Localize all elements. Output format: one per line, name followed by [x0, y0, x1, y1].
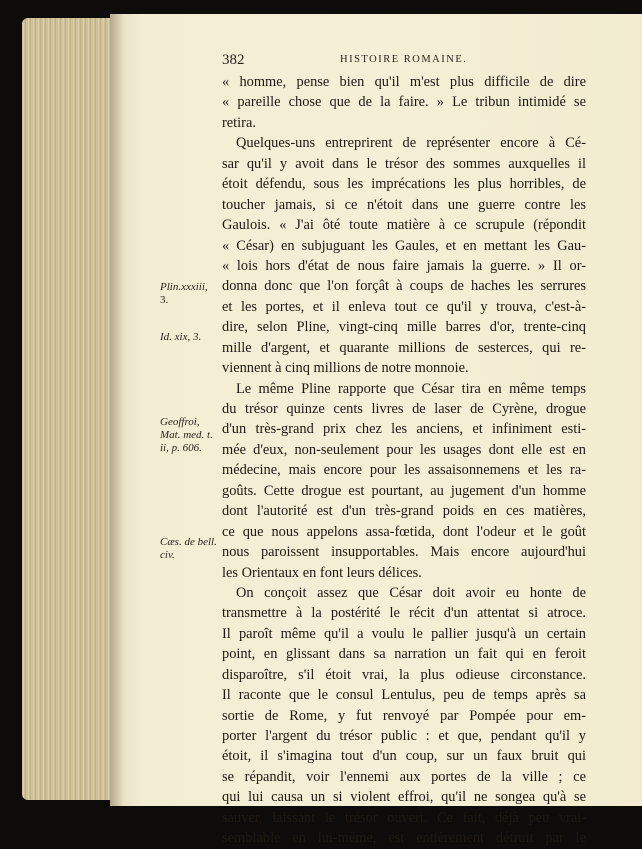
text-line: nous paroissent insupportables. Mais encore aujourd'hui	[222, 544, 586, 561]
text-line: sauver, laissant le trésor ouvert. Ce fait, déjà peu vrai-	[222, 809, 586, 826]
text-line: se répandit, voir l'ennemi aux portes de la ville ; ce	[222, 768, 586, 785]
running-title: HISTOIRE ROMAINE.	[340, 54, 468, 65]
gutter-shadow	[110, 14, 124, 806]
body-text	[222, 72, 586, 849]
text-line: semblable en lui-même, est entièrement détruit par le	[222, 830, 586, 847]
text-line: sortie de Rome, y fut renvoyé par Pompée pour em-	[222, 707, 586, 724]
margin-note-geoffroi	[160, 416, 222, 455]
text-line: ce que nous appelons assa-fœtida, dont l'odeur et le goût	[222, 523, 586, 540]
text-line: donna donc que l'on forçât à coups de haches les serrures	[222, 278, 586, 295]
text-line: étoit défendu, sous les imprécations les plus horribles, de	[222, 176, 586, 193]
text-line: mille d'argent, et quarante millions de sesterces, qui re-	[222, 339, 586, 356]
text-line: disparoître, s'il étoit vrai, la plus odieuse circonstance.	[222, 666, 586, 683]
text-line: étoit, il s'imagina tout d'un coup, sur un faux bruit qui	[222, 748, 586, 765]
margin-note-line: Mat. med. t.	[160, 429, 213, 441]
text-line: goûts. Cette drogue est pourtant, au jugement d'un homme	[222, 482, 586, 499]
text-line: « pareille chose que de la faire. » Le tribun intimidé se	[222, 94, 586, 111]
text-line: Le même Pline rapporte que César tira en même temps	[236, 380, 586, 397]
text-line: du trésor quinze cents livres de laser de Cyrène, drogue	[222, 401, 586, 417]
text-line: mée d'eux, non-seulement pour les usages dont elle est en	[222, 441, 586, 458]
text-line: dont l'autorité est d'un très-grand poids en ces matières,	[222, 503, 586, 520]
text-line: et les portes, et il enleva tout ce qu'il y trouva, c'est-à-	[222, 298, 586, 315]
text-line: « César) en subjuguant les Gaules, et en mettant les Gau-	[222, 237, 586, 254]
text-line: Il paroît même qu'il a voulu le pallier jusqu'à un certain	[222, 625, 586, 642]
text-line: On conçoit assez que César doit avoir eu honte de	[236, 584, 586, 601]
text-line: Quelques-uns entreprirent de représenter encore à Cé-	[236, 135, 586, 152]
margin-note-line: Cæs. de bell.	[160, 536, 217, 548]
text-line: viennent à cinq millions de notre monnoie.	[222, 360, 469, 377]
text-line: Il raconte que le consul Lentulus, peu de temps après sa	[222, 687, 586, 704]
margin-note-pliny	[160, 281, 222, 307]
page-header	[222, 52, 586, 70]
page-number: 382	[222, 52, 245, 68]
text-line: qui lui causa un si violent effroi, qu'il ne songea qu'à se	[222, 789, 586, 806]
text-line: sar qu'il y avoit dans le trésor des sommes auxquelles il	[222, 155, 586, 172]
text-line: d'un très-grand prix chez les anciens, et infiniment esti-	[222, 421, 586, 438]
margin-note-line: civ.	[160, 549, 175, 561]
margin-note-line: Plin.xxxiii,	[160, 281, 208, 293]
text-line: retira.	[222, 114, 256, 131]
text-line: « homme, pense bien qu'il m'est plus difficile de dire	[222, 74, 586, 90]
book-page-edges	[22, 18, 122, 800]
text-line: Gaulois. « J'ai ôté toute matière à ce scrupule (répondit	[222, 217, 586, 234]
text-line: les Orientaux en font leurs délices.	[222, 564, 422, 581]
text-line: transmettre à la postérité le récit d'un attentat si atroce.	[222, 605, 586, 622]
margin-note-line: Geoffroi,	[160, 416, 200, 428]
text-line: « lois hors d'état de nous faire jamais la guerre. » Il or-	[222, 257, 586, 274]
margin-note-line: 3.	[160, 294, 169, 306]
margin-note-line: ii, p. 606.	[160, 442, 202, 454]
text-line: toucher jamais, si ce n'étoit dans une guerre contre les	[222, 196, 586, 213]
margin-note-caesar	[160, 536, 222, 562]
margin-note-idem	[160, 331, 222, 344]
text-line: point, en glissant dans sa narration un fait qui en feroit	[222, 646, 586, 663]
text-line: dire, selon Pline, vingt-cinq mille barres d'or, trente-cinq	[222, 319, 586, 336]
margin-note-line: Id. xix, 3.	[160, 331, 202, 343]
text-line: porter l'argent du trésor public : et que, pendant qu'il y	[222, 728, 586, 744]
text-line: médecine, mais encore pour les assaisonnemens et les ra-	[222, 462, 586, 479]
